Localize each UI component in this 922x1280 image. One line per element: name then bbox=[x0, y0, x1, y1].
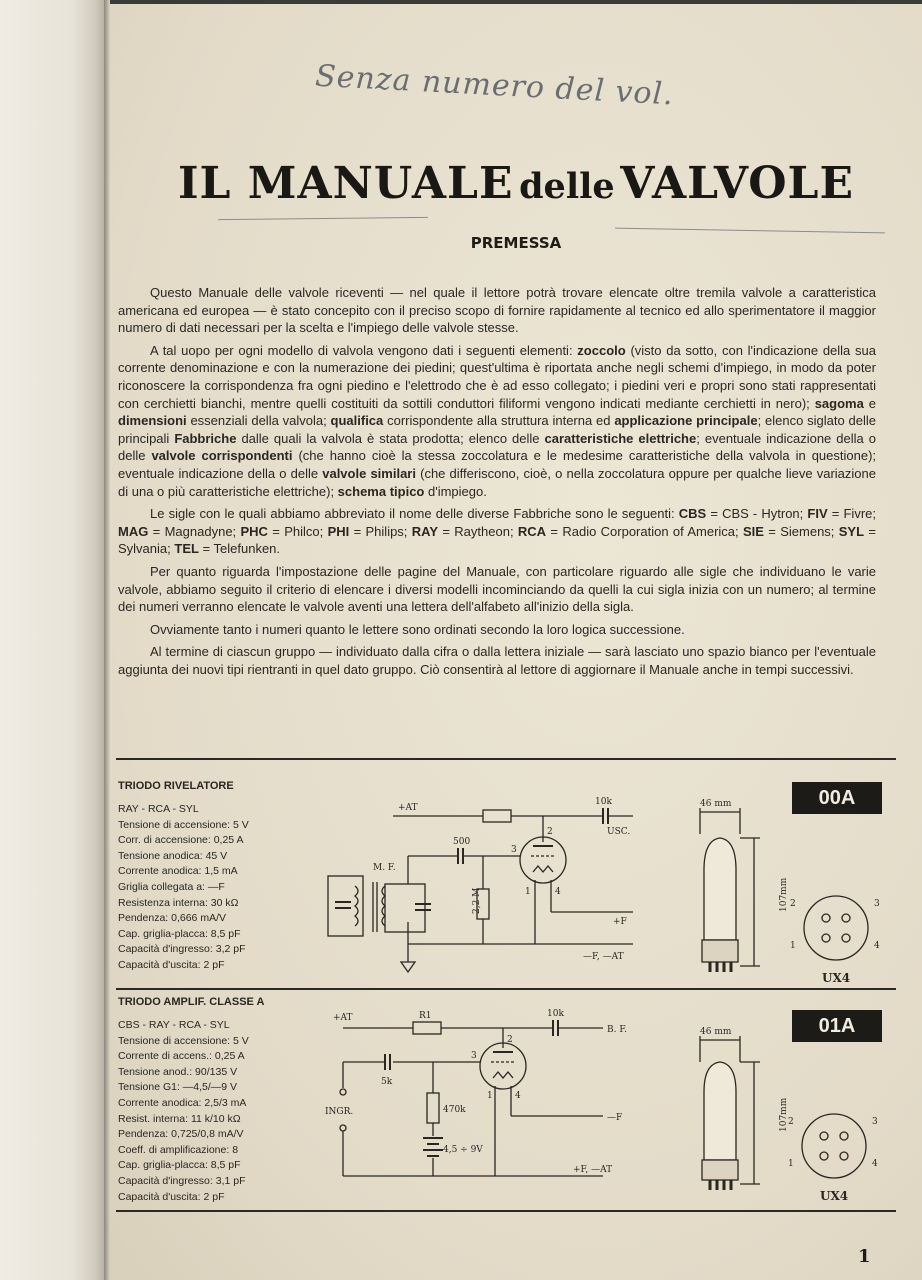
label-r1: R1 bbox=[419, 1011, 432, 1021]
height-label: 107mm bbox=[779, 877, 789, 912]
separator-bottom bbox=[116, 1210, 896, 1212]
spec-line: Pendenza: 0,666 mA/V bbox=[118, 912, 226, 925]
application-schematic bbox=[323, 1008, 663, 1198]
spec-line: Corr. di accensione: 0,25 A bbox=[118, 834, 244, 847]
tube-code-badge: 01A bbox=[792, 1010, 882, 1042]
label-minus-f: —F, —AT bbox=[583, 952, 624, 962]
section-heading: PREMESSA bbox=[470, 234, 562, 252]
label-plus-f: +F bbox=[613, 917, 627, 927]
label-r22m: 2,2 M bbox=[472, 887, 482, 914]
spec-line: Capacità d'uscita: 2 pF bbox=[118, 958, 225, 971]
label-bf: B. F. bbox=[607, 1025, 628, 1035]
socket-pin-label: 1 bbox=[788, 1159, 794, 1169]
label-minus-f: —F bbox=[607, 1113, 623, 1123]
paragraph-1: Questo Manuale delle valvole riceventi — nel quale il lettore potrà trovare elencate oltre tremila valvole a caratteristica americana ed europea — è stato concepito con il preciso scopo di fornire rapidamente al tecnico ed allo sperimentatore il maggior numero di dati necessari per la scelta e l'impiego delle valvole stesse. bbox=[118, 285, 876, 336]
socket-pin-label: 2 bbox=[788, 1117, 794, 1127]
socket-diagram bbox=[786, 1108, 882, 1206]
socket-pin-label: 3 bbox=[874, 899, 880, 909]
tube-specs bbox=[118, 802, 318, 974]
page-number: 1 bbox=[858, 1246, 871, 1267]
title-part-3: VALVOLE bbox=[620, 158, 855, 209]
spec-line: Resistenza interna: 30 kΩ bbox=[118, 896, 239, 909]
label-r470k: 470k bbox=[443, 1105, 466, 1115]
tube-outline bbox=[678, 1026, 789, 1206]
spec-line: Pendenza: 0,725/0,8 mA/V bbox=[118, 1128, 244, 1141]
tube-outline bbox=[678, 799, 789, 990]
tube-entry-00a bbox=[118, 780, 898, 990]
application-schematic bbox=[313, 794, 658, 984]
pin-label: 3 bbox=[511, 845, 517, 855]
spec-line: Tensione di accensione: 5 V bbox=[118, 1034, 249, 1047]
tube-type: TRIODO RIVELATORE bbox=[118, 780, 234, 792]
pin-label: 1 bbox=[525, 887, 531, 897]
spec-line: Cap. griglia-placca: 8,5 pF bbox=[118, 927, 241, 940]
label-plus-at: +AT bbox=[333, 1013, 353, 1023]
spec-line: Tensione anodica: 45 V bbox=[118, 849, 228, 862]
pin-label: 1 bbox=[487, 1091, 493, 1101]
width-label: 46 mm bbox=[700, 1027, 732, 1037]
document-page bbox=[110, 4, 922, 1280]
spec-line: Capacità d'uscita: 2 pF bbox=[118, 1190, 225, 1203]
paragraph-4: Per quanto riguarda l'impostazione delle pagine del Manuale, con particolare riguardo alle sigle che individuano le varie valvole, abbiamo seguito il criterio di elencare i diversi modelli incominciando da quelli la cui sigla inizia con un numero; al termine dei numeri verranno elencate le valvole aventi una lettera dell'alfabeto all'inizio della sigla. bbox=[118, 563, 876, 615]
paragraph-6: Al termine di ciascun gruppo — individuato dalla cifra o dalla lettera iniziale — sarà lasciato uno spazio bianco per l'eventuale aggiunta dei nuovi tipi rientranti in quel dato gruppo. Ciò consentirà al lettore di aggiornare il Manuale anche in tempi successivi. bbox=[118, 644, 876, 677]
spec-line: RAY - RCA - SYL bbox=[118, 803, 199, 815]
label-cap-5k: 5k bbox=[381, 1077, 393, 1087]
title-part-1: IL MANUALE bbox=[177, 158, 514, 209]
title-part-2: delle bbox=[519, 166, 615, 207]
spec-line: Corrente anodica: 2,5/3 mA bbox=[118, 1096, 247, 1109]
spec-line: CBS - RAY - RCA - SYL bbox=[118, 1019, 230, 1031]
pen-line-left bbox=[218, 217, 428, 220]
label-plus-at: +AT bbox=[398, 803, 418, 813]
socket-pin-label: 3 bbox=[872, 1117, 878, 1127]
pin-label: 4 bbox=[555, 887, 561, 897]
tube-specs bbox=[118, 1018, 318, 1205]
spec-line: Corrente anodica: 1,5 mA bbox=[118, 865, 238, 878]
intro-text bbox=[118, 284, 876, 683]
spec-line: Resist. interna: 11 k/10 kΩ bbox=[118, 1112, 241, 1125]
height-label: 107mm bbox=[779, 1097, 789, 1132]
label-ingr: INGR. bbox=[325, 1107, 354, 1117]
socket-pin-label: 2 bbox=[790, 899, 796, 909]
spec-line: Tensione di accensione: 5 V bbox=[118, 818, 249, 831]
separator-top bbox=[116, 758, 896, 760]
label-cap-10k: 10k bbox=[547, 1009, 564, 1019]
spec-line: Coeff. di amplificazione: 8 bbox=[118, 1143, 239, 1156]
pen-line-right bbox=[615, 228, 885, 234]
paragraph-2: A tal uopo per ogni modello di valvola vengono dati i seguenti elementi: zoccolo (visto da sotto, con l'indicazione della sua corrente denominazione e con la numerazione dei piedini; quest'ultima è riportata anche negli schemi d'impiego, in modo da poter riconoscere la corrispondenza fra ogni piedino e l'elettrodo che è ad esso collegato; i piedini veri e propri sono stati rappresentati con cerchietti bianchi, mentre quelli costituiti da sottili conduttori filiformi vengono indicati mediante cerchietti in nero); sagoma e dimensioni essenziali della valvola; qualifica corrispondente alla struttura interna ed applicazione principale; elenco siglato delle principali Fabbriche dalle quali la valvola è stata prodotta; elenco delle caratteristiche elettriche; eventuale indicazione della o delle valvole corrispondenti (che hanno cioè la stessa zoccolatura e le medesime caratteristiche della valvola in questione); eventuale indicazione della o delle valvole similari (che differiscono, cioè, o nella zoccolatura oppure per qualche lieve variazione di una o più caratteristiche elettriche); schema tipico d'impiego. bbox=[118, 342, 877, 499]
label-cap-500: 500 bbox=[453, 837, 471, 847]
tube-entry-01a bbox=[118, 996, 898, 1206]
socket-name: UX4 bbox=[820, 1189, 849, 1203]
spec-line: Capacità d'ingresso: 3,1 pF bbox=[118, 1174, 246, 1187]
socket-diagram bbox=[788, 888, 884, 988]
socket-pin-label: 4 bbox=[874, 941, 880, 951]
label-cap-10k: 10k bbox=[595, 797, 612, 807]
socket-name: UX4 bbox=[822, 971, 851, 985]
page-title bbox=[110, 158, 922, 209]
pin-label: 2 bbox=[547, 827, 553, 837]
socket-pin-label: 4 bbox=[872, 1159, 878, 1169]
spec-line: Corrente di accens.: 0,25 A bbox=[118, 1050, 245, 1063]
spec-line: Tensione anod.: 90/135 V bbox=[118, 1065, 238, 1078]
pin-label: 2 bbox=[507, 1035, 513, 1045]
label-plus-f: +F, —AT bbox=[573, 1165, 613, 1175]
socket-pin-label: 1 bbox=[790, 941, 796, 951]
spec-line: Capacità d'ingresso: 3,2 pF bbox=[118, 943, 246, 956]
tube-code-badge: 00A bbox=[792, 782, 882, 814]
spec-line: Griglia collegata a: —F bbox=[118, 880, 225, 893]
pin-label: 4 bbox=[515, 1091, 521, 1101]
label-battery: 4,5 ÷ 9V bbox=[443, 1145, 483, 1155]
tube-type: TRIODO AMPLIF. CLASSE A bbox=[118, 996, 265, 1008]
handwritten-note: Senza numero del vol. bbox=[314, 58, 675, 113]
width-label: 46 mm bbox=[700, 799, 732, 809]
pin-label: 3 bbox=[471, 1051, 477, 1061]
paragraph-5: Ovviamente tanto i numeri quanto le lettere sono ordinati secondo la loro logica successione. bbox=[150, 621, 685, 637]
label-mf: M. F. bbox=[373, 863, 396, 873]
separator-middle bbox=[116, 988, 896, 990]
spec-line: Cap. griglia-placca: 8,5 pF bbox=[118, 1159, 241, 1172]
paragraph-3: Le sigle con le quali abbiamo abbreviato il nome delle diverse Fabbriche sono le seguenti: CBS = CBS - Hytron; FIV = Fivre; MAG = Magnadyne; PHC = Philco; PHI = Philips; RAY = Raytheon; RCA = Radio Corporation of America; SIE = Siemens; SYL = Sylvania; TEL = Telefunken. bbox=[118, 506, 876, 557]
facing-page-edge bbox=[0, 0, 104, 1280]
label-usc: USC. bbox=[607, 827, 631, 837]
spec-line: Tensione G1: —4,5/—9 V bbox=[118, 1081, 238, 1094]
